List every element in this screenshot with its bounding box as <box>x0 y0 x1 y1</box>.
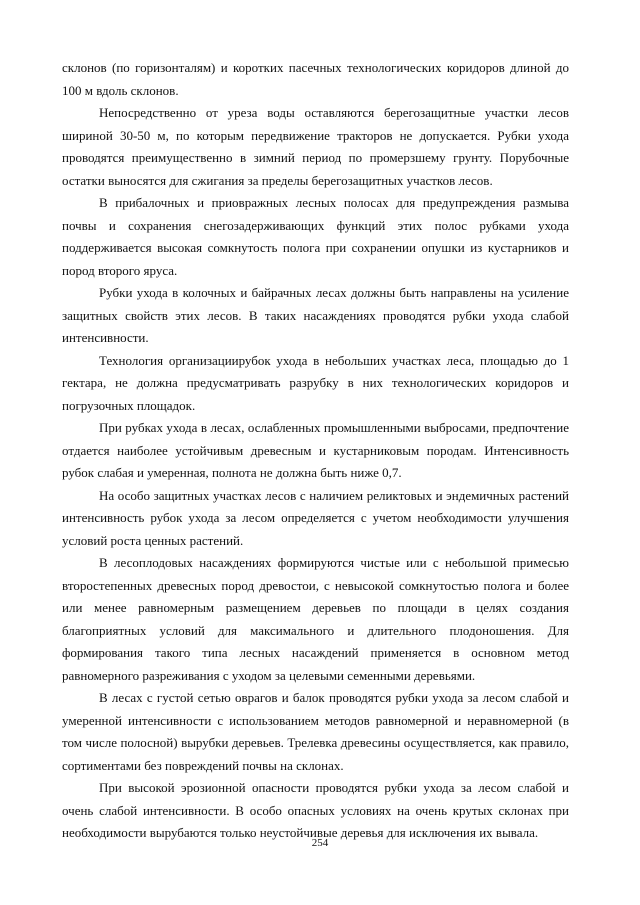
paragraph: Рубки ухода в колочных и байрачных лесах должны быть направлены на усиление защитных свойств этих лесов. В таких насаждениях проводятся рубки ухода слабой интенсивности. <box>62 285 569 345</box>
page-body <box>62 57 569 845</box>
page-number: 254 <box>311 837 329 849</box>
paragraph: В прибалочных и приовражных лесных полосах для предупреждения размыва почвы и сохранения снегозадерживающих функций этих полос рубками ухода поддерживается высокая сомкнутость полога при сохранении опушки из кустарников и пород второго яруса. <box>62 195 569 278</box>
paragraph: При высокой эрозионной опасности проводятся рубки ухода за лесом слабой и очень слабой интенсивности. В особо опасных условиях на очень крутых склонах при необходимости вырубаются только неустойчивые деревья для исключения их вывала. <box>62 780 569 840</box>
paragraph: При рубках ухода в лесах, ослабленных промышленными выбросами, предпочтение отдается наиболее устойчивым древесным и кустарниковым породам. Интенсивность рубок слабая и умеренная, полнота не должна быть ниже 0,7. <box>62 420 569 480</box>
paragraph: Непосредственно от уреза воды оставляются берегозащитные участки лесов шириной 30-50 м, по которым передвижение тракторов не допускается. Рубки ухода проводятся преимущественно в зимний период по промерзшему грунту. Порубочные остатки выносятся для сжигания за пределы берегозащитных участков лесов. <box>62 105 569 188</box>
paragraph: В лесах с густой сетью оврагов и балок проводятся рубки ухода за лесом слабой и умеренной интенсивности с использованием методов равномерной и неравномерной (в том числе полосной) вырубки деревьев. Трелевка древесины осуществляется, как правило, сортиментами без повреждений почвы на склонах. <box>62 690 569 773</box>
paragraph-continued: склонов (по горизонталям) и коротких пасечных технологических коридоров длиной до 100 м вдоль склонов. <box>62 60 569 98</box>
paragraph: Технология организациирубок ухода в небольших участках леса, площадью до 1 гектара, не должна предусматривать разрубку в них технологических коридоров и погрузочных площадок. <box>62 352 569 413</box>
paragraph: На особо защитных участках лесов с наличием реликтовых и эндемичных растений интенсивность рубок ухода за лесом определяется с учетом необходимости улучшения условий роста ценных растений. <box>62 487 569 548</box>
paragraph: В лесоплодовых насаждениях формируются чистые или с небольшой примесью второстепенных древесных пород древостои, с невысокой сомкнутостью полога и более или менее равномерным размещением деревьев по площади в целях создания благоприятных условий для максимального и длительного плодоношения. Для формирования такого типа лесных насаждений применяется в основном метод равномерного разреживания с уходом за целевыми семенными деревьями. <box>62 555 569 683</box>
